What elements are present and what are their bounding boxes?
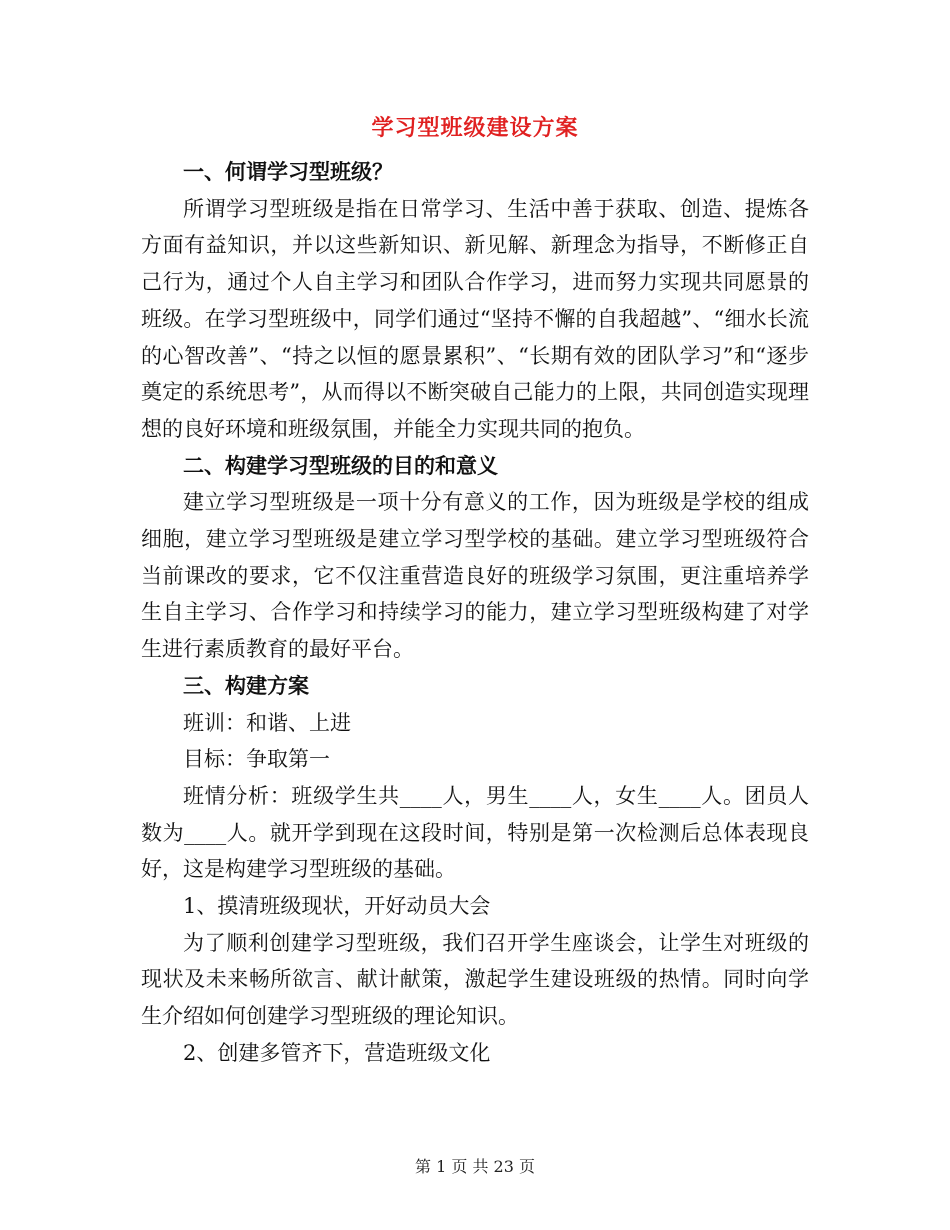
paragraph-step-1: 为了顺利创建学习型班级，我们召开学生座谈会，让学生对班级的现状及未来畅所欲言、献计献策，激起学生建设班级的热情。同时向学生介绍如何创建学习型班级的理论知识。: [141, 930, 809, 1029]
page-footer: 第 1 页 共 23 页: [415, 1157, 535, 1176]
section-heading-1: 一、何谓学习型班级？: [183, 159, 393, 184]
subheading-step-1: 1、摸清班级现状，开好动员大会: [183, 894, 491, 919]
document-body: [141, 154, 809, 1072]
paragraph-purpose: 建立学习型班级是一项十分有意义的工作，因为班级是学校的组成细胞，建立学习型班级是建立学习型学校的基础。建立学习型班级符合当前课改的要求，它不仅注重营造良好的班级学习氛围，更注重培养学生自主学习、合作学习和持续学习的能力，建立学习型班级构建了对学生进行素质教育的最好平台。: [141, 490, 809, 662]
paragraph-class-analysis: 班情分析：班级学生共____人，男生____人，女生____人。团员人数为____人。就开学到现在这段时间，特别是第一次检测后总体表现良好，这是构建学习型班级的基础。: [141, 783, 809, 882]
paragraph-definition: 所谓学习型班级是指在日常学习、生活中善于获取、创造、提炼各方面有益知识，并以这些新知识、新见解、新理念为指导，不断修正自己行为，通过个人自主学习和团队合作学习，进而努力实现共同愿景的班级。在学习型班级中，同学们通过“坚持不懈的自我超越”、“细水长流的心智改善”、“持之以恒的愿景累积”、“长期有效的团队学习”和“逐步奠定的系统思考”，从而得以不断突破自己能力的上限，共同创造实现理想的良好环境和班级氛围，并能全力实现共同的抱负。: [141, 196, 809, 441]
section-heading-3: 三、构建方案: [183, 672, 309, 698]
paragraph-goal: 目标：争取第一: [183, 747, 330, 772]
subheading-step-2: 2、创建多管齐下，营造班级文化: [183, 1040, 491, 1065]
document-title: 学习型班级建设方案: [371, 115, 579, 141]
paragraph-motto: 班训：和谐、上进: [183, 710, 351, 735]
section-heading-2: 二、构建学习型班级的目的和意义: [183, 452, 498, 478]
